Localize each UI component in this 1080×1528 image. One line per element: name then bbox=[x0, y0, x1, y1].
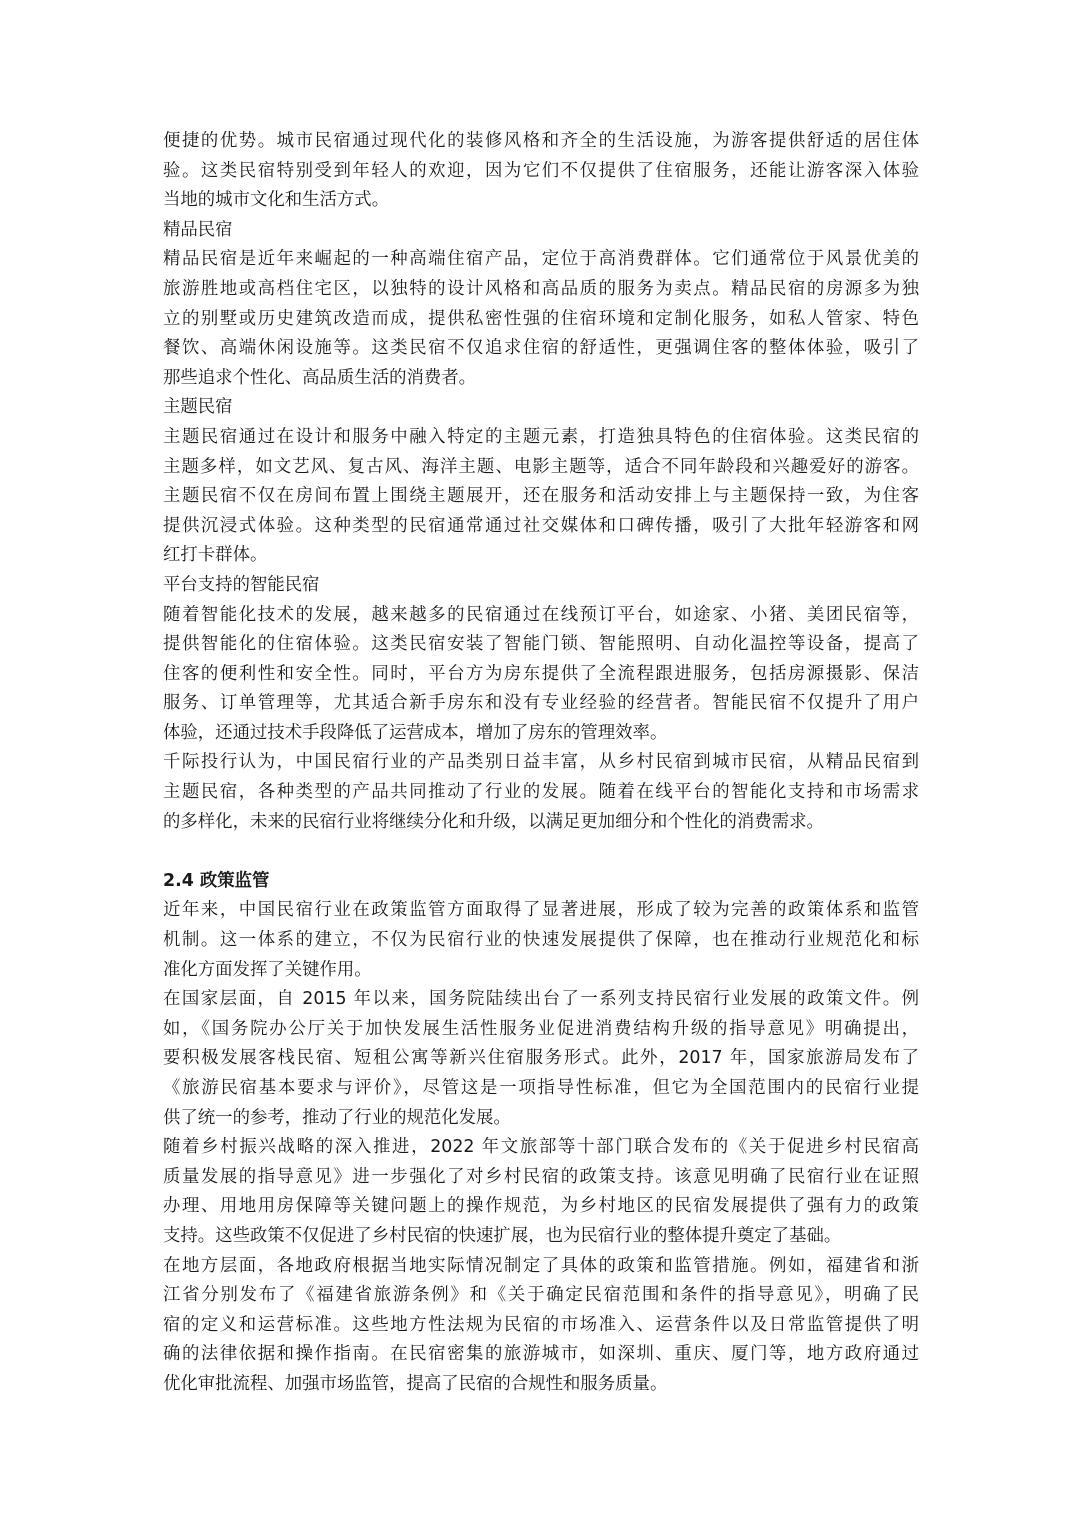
text-line: 近年来，中国民宿行业在政策监管方面取得了显著进展，形成了较为完善的政策体系和监管 bbox=[163, 900, 919, 921]
text-line: 精品民宿是近年来崛起的一种高端住宿产品，定位于高消费群体。它们通常位于风景优美的 bbox=[163, 249, 919, 270]
text-line: 主题多样，如文艺风、复古风、海洋主题、电影主题等，适合不同年龄段和兴趣爱好的游客。 bbox=[163, 456, 919, 477]
text-line: 机制。这一体系的建立，不仅为民宿行业的快速发展提供了保障，也在推动行业规范化和标 bbox=[163, 930, 919, 951]
text-line: 服务、订单管理等，尤其适合新手房东和没有专业经验的经营者。智能民宿不仅提升了用户 bbox=[163, 693, 919, 714]
text-line: 千际投行认为，中国民宿行业的产品类别日益丰富，从乡村民宿到城市民宿，从精品民宿到 bbox=[163, 752, 919, 773]
paragraph-national-policy bbox=[163, 985, 919, 1133]
text-line: 住客的便利性和安全性。同时，平台方为房东提供了全流程跟进服务，包括房源摄影、保洁 bbox=[163, 663, 919, 684]
text-line: 主题民宿，各种类型的产品共同推动了行业的发展。随着在线平台的智能化支持和市场需求 bbox=[163, 782, 919, 803]
text-line: 主题民宿通过在设计和服务中融入特定的主题元素，打造独具特色的住宿体验。这类民宿的 bbox=[163, 426, 919, 447]
text-line: 便捷的优势。城市民宿通过现代化的装修风格和齐全的生活设施，为游客提供舒适的居住体 bbox=[163, 131, 919, 151]
paragraph-policy-intro bbox=[163, 896, 919, 985]
paragraph-smart-homestay bbox=[163, 601, 919, 749]
text-line: 餐饮、高端休闲设施等。这类民宿不仅追求住宿的舒适性，更强调住客的整体体验，吸引了 bbox=[163, 338, 919, 359]
text-line: 办理、用地用房保障等关键问题上的操作规范，为乡村地区的民宿发展提供了强有力的政策 bbox=[163, 1196, 919, 1217]
section-title: 2.4 政策监管 bbox=[163, 870, 270, 891]
text-line: 立的别墅或历史建筑改造而成，提供私密性强的住宿环境和定制化服务，如私人管家、特色 bbox=[163, 308, 919, 329]
text-line: 体验，还通过技术手段降低了运营成本，增加了房东的管理效率。 bbox=[163, 722, 668, 743]
text-line: 随着智能化技术的发展，越来越多的民宿通过在线预订平台，如途家、小猪、美团民宿等， bbox=[163, 604, 919, 625]
text-line: 在国家层面，自 2015 年以来，国务院陆续出台了一系列支持民宿行业发展的政策文件。例 bbox=[163, 989, 919, 1010]
paragraph-urban-homestay bbox=[163, 127, 919, 216]
paragraph-local-policy bbox=[163, 1252, 919, 1400]
text-line: 要积极发展客栈民宿、短租公寓等新兴住宿服务形式。此外，2017 年，国家旅游局发布了 bbox=[163, 1048, 919, 1069]
text-line: 随着乡村振兴战略的深入推进，2022 年文旅部等十部门联合发布的《关于促进乡村民宿高 bbox=[163, 1137, 919, 1158]
text-line: 提供智能化的住宿体验。这类民宿安装了智能门锁、智能照明、自动化温控等设备，提高了 bbox=[163, 634, 919, 655]
paragraph-rural-revitalization bbox=[163, 1133, 919, 1251]
paragraph-theme-homestay bbox=[163, 423, 919, 571]
text-line: 供了统一的参考，推动了行业的规范化发展。 bbox=[163, 1107, 511, 1128]
paragraph-conclusion bbox=[163, 748, 919, 837]
text-line: 的多样化，未来的民宿行业将继续分化和升级，以满足更加细分和个性化的消费需求。 bbox=[163, 811, 824, 832]
subheading-boutique-homestay: 精品民宿 bbox=[163, 219, 233, 240]
text-line: 优化审批流程、加强市场监管，提高了民宿的合规性和服务质量。 bbox=[163, 1373, 668, 1394]
text-line: 当地的城市文化和生活方式。 bbox=[163, 190, 390, 211]
text-line: 主题民宿不仅在房间布置上围绕主题展开，还在服务和活动安排上与主题保持一致，为住客 bbox=[163, 486, 919, 507]
text-line: 那些追求个性化、高品质生活的消费者。 bbox=[163, 367, 477, 388]
text-line: 如，《国务院办公厅关于加快发展生活性服务业促进消费结构升级的指导意见》明确提出， bbox=[163, 1018, 919, 1039]
text-line: 准化方面发挥了关键作用。 bbox=[163, 959, 372, 980]
text-line: 江省分别发布了《福建省旅游条例》和《关于确定民宿范围和条件的指导意见》，明确了民 bbox=[163, 1285, 919, 1306]
text-line: 质量发展的指导意见》进一步强化了对乡村民宿的政策支持。该意见明确了民宿行业在证照 bbox=[163, 1166, 919, 1187]
subheading-smart-homestay: 平台支持的智能民宿 bbox=[163, 574, 320, 595]
text-line: 旅游胜地或高档住宅区，以独特的设计风格和高品质的服务为卖点。精品民宿的房源多为独 bbox=[163, 278, 919, 299]
text-line: 红打卡群体。 bbox=[163, 545, 268, 566]
text-line: 验。这类民宿特别受到年轻人的欢迎，因为它们不仅提供了住宿服务，还能让游客深入体验 bbox=[163, 160, 919, 181]
text-line: 支持。这些政策不仅促进了乡村民宿的快速扩展，也为民宿行业的整体提升奠定了基础。 bbox=[163, 1225, 842, 1246]
text-line: 《旅游民宿基本要求与评价》，尽管这是一项指导性标准，但它为全国范围内的民宿行业提 bbox=[163, 1078, 919, 1098]
text-line: 在地方层面，各地政府根据当地实际情况制定了具体的政策和监管措施。例如，福建省和浙 bbox=[163, 1255, 919, 1276]
text-line: 确的法律依据和操作指南。在民宿密集的旅游城市，如深圳、重庆、厦门等，地方政府通过 bbox=[163, 1344, 919, 1365]
document-page bbox=[163, 127, 919, 1400]
paragraph-boutique-homestay bbox=[163, 245, 919, 393]
subheading-theme-homestay: 主题民宿 bbox=[163, 397, 233, 418]
text-line: 提供沉浸式体验。这种类型的民宿通常通过社交媒体和口碑传播，吸引了大批年轻游客和网 bbox=[163, 515, 919, 536]
text-line: 宿的定义和运营标准。这些地方性法规为民宿的市场准入、运营条件以及日常监管提供了明 bbox=[163, 1314, 919, 1335]
